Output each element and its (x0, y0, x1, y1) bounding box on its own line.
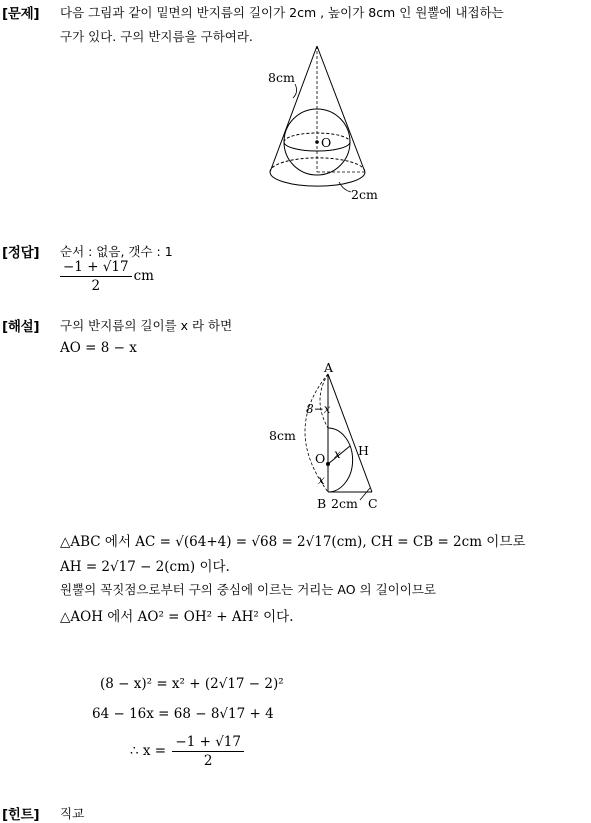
solution-line-1: 구의 반지름의 길이를 x 라 하면 (60, 318, 233, 333)
hint-text: 직교 (60, 806, 85, 821)
answer-line-1: 순서 : 없음, 갯수 : 1 (60, 244, 173, 259)
equation-3-lhs: ∴ x = (130, 743, 167, 759)
cone-height-label: 8cm (268, 70, 295, 85)
cone-radius-label: 2cm (351, 187, 378, 202)
hint-tag: [힌트] (2, 807, 40, 823)
segment-ao-label: 8−x (306, 402, 331, 416)
answer-fraction (58, 259, 154, 294)
side-length-label: 8cm (269, 428, 296, 443)
point-b-label: B (317, 496, 327, 511)
solution-line-3: AH = 2√17 − 2(cm) 이다. (60, 559, 230, 575)
answer-denominator: 2 (91, 278, 101, 294)
cone-figure (255, 42, 395, 207)
equation-2: 64 − 16x = 68 − 8√17 + 4 (92, 706, 274, 722)
answer-tag: [정답] (2, 245, 40, 261)
point-h-label: H (358, 443, 369, 458)
problem-line-1: 다음 그림과 같이 밑면의 반지름의 길이가 2cm , 높이가 8cm 인 원뿔에 내접하는 (60, 5, 504, 20)
solution-ao-equation: AO = 8 − x (60, 340, 137, 356)
equation-3-numerator: −1 + √17 (172, 734, 244, 752)
answer-unit: cm (133, 268, 154, 284)
equation-1: (8 − x)² = x² + (2√17 − 2)² (100, 676, 284, 692)
radius-oh-label: x (334, 447, 341, 461)
solution-tag: [해설] (2, 319, 40, 335)
radius-ob-label: x (318, 473, 325, 487)
cone-center-label: O (321, 135, 332, 150)
point-a-label: A (324, 360, 334, 375)
solution-line-5: △AOH 에서 AO² = OH² + AH² 이다. (60, 609, 294, 625)
equation-3-denominator: 2 (203, 753, 213, 769)
point-o-label: O (315, 451, 326, 466)
base-length-label: 2cm (331, 496, 358, 511)
equation-3 (130, 734, 246, 769)
solution-line-2: △ABC 에서 AC = √(64+4) = √68 = 2√17(cm), CH = CB = 2cm 이므로 (60, 534, 526, 550)
problem-tag: [문제] (2, 6, 40, 22)
point-c-label: C (368, 496, 378, 511)
answer-numerator: −1 + √17 (60, 259, 132, 277)
solution-line-4: 원뿔의 꼭짓점으로부터 구의 중심에 이르는 거리는 AO 의 길이이므로 (60, 582, 436, 597)
problem-line-2: 구가 있다. 구의 반지름을 구하여라. (60, 29, 253, 44)
solution-figure (262, 360, 397, 515)
